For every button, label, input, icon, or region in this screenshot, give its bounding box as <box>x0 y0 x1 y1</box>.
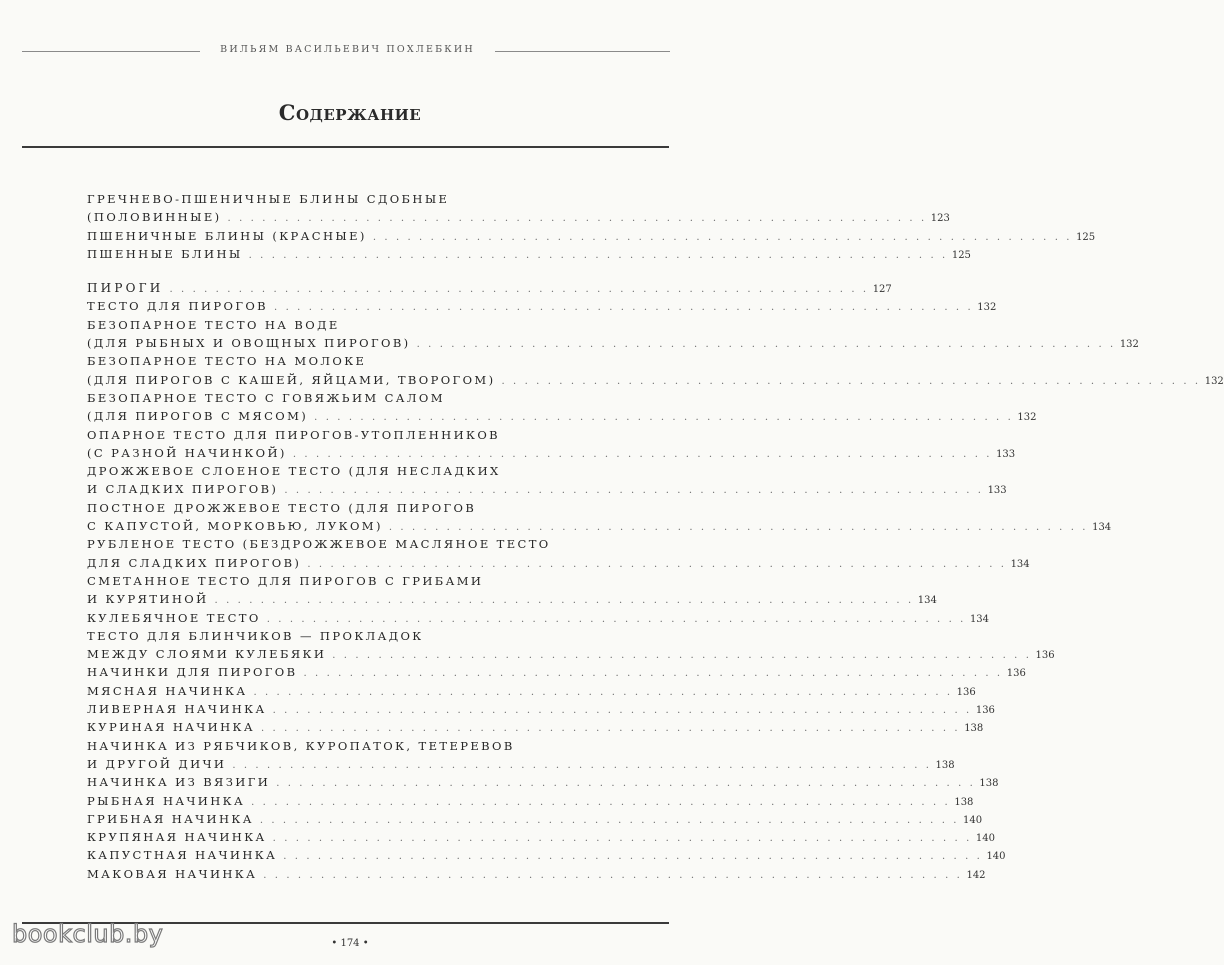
toc-dot-leader: . . . . . . . . . . . . . . . . . . . . . . . . . . . . . . . . . . . . . . . . . . . . . . . . . . . . . . . . . . . . . <box>416 339 1116 351</box>
toc-entry <box>87 462 599 480</box>
running-head: ВИЛЬЯМ ВАСИЛЬЕВИЧ ПОХЛЕБКИН <box>220 44 475 55</box>
toc-page-number: 136 <box>975 705 995 717</box>
toc-entry-label: РЫБНАЯ НАЧИНКА <box>87 793 246 808</box>
toc-gap <box>87 263 599 279</box>
toc-page-number: 134 <box>1010 558 1030 570</box>
toc-entry <box>87 572 599 590</box>
toc-dot-leader: . . . . . . . . . . . . . . . . . . . . . . . . . . . . . . . . . . . . . . . . . . . . . . . . . . . . . . . . . . . . . <box>501 375 1201 387</box>
toc-entry <box>87 755 955 773</box>
toc-entry <box>87 389 599 407</box>
toc-entry-label: ОПАРНОЕ ТЕСТО ДЛЯ ПИРОГОВ-УТОПЛЕННИКОВ <box>87 427 501 442</box>
toc-entry-label: ПИРОГИ <box>87 281 164 296</box>
toc-entry-label: БЕЗОПАРНОЕ ТЕСТО С ГОВЯЖЬИМ САЛОМ <box>87 390 445 405</box>
toc-page-number: 134 <box>917 595 937 607</box>
toc-entry <box>87 227 1096 245</box>
toc-dot-leader: . . . . . . . . . . . . . . . . . . . . . . . . . . . . . . . . . . . . . . . . . . . . . . . . . . . . . . . . . . . . . <box>303 668 1003 680</box>
toc-dot-leader: . . . . . . . . . . . . . . . . . . . . . . . . . . . . . . . . . . . . . . . . . . . . . . . . . . . . . . . . . . . . . <box>388 522 1089 534</box>
toc-section-heading <box>87 279 892 297</box>
toc-dot-leader: . . . . . . . . . . . . . . . . . . . . . . . . . . . . . . . . . . . . . . . . . . . . . . . . . . . . . . . . . . . . . <box>266 613 966 625</box>
toc-entry <box>87 645 1055 663</box>
toc-entry <box>87 426 599 444</box>
toc-page-number: 123 <box>930 213 950 225</box>
toc-entry-label: С КАПУСТОЙ, МОРКОВЬЮ, ЛУКОМ) <box>87 519 383 534</box>
toc-entry <box>87 737 599 755</box>
toc-page-number: 136 <box>956 686 976 698</box>
toc-dot-leader: . . . . . . . . . . . . . . . . . . . . . . . . . . . . . . . . . . . . . . . . . . . . . . . . . . . . . . . . . . . . . <box>253 686 953 698</box>
toc-dot-leader: . . . . . . . . . . . . . . . . . . . . . . . . . . . . . . . . . . . . . . . . . . . . . . . . . . . . . . . . . . . . . <box>232 759 932 771</box>
toc-dot-leader: . . . . . . . . . . . . . . . . . . . . . . . . . . . . . . . . . . . . . . . . . . . . . . . . . . . . . . . . . . . . . <box>274 302 974 314</box>
toc-dot-leader: . . . . . . . . . . . . . . . . . . . . . . . . . . . . . . . . . . . . . . . . . . . . . . . . . . . . . . . . . . . . . <box>307 558 1007 570</box>
toc-entry <box>87 297 997 315</box>
toc-dot-leader: . . . . . . . . . . . . . . . . . . . . . . . . . . . . . . . . . . . . . . . . . . . . . . . . . . . . . . . . . . . . . <box>276 778 976 790</box>
toc-dot-leader: . . . . . . . . . . . . . . . . . . . . . . . . . . . . . . . . . . . . . . . . . . . . . . . . . . . . . . . . . . . . . <box>260 723 961 735</box>
toc-page-number: 132 <box>977 302 997 314</box>
toc-entry-label: (ДЛЯ ПИРОГОВ С МЯСОМ) <box>87 409 309 424</box>
toc-entry-label: НАЧИНКИ ДЛЯ ПИРОГОВ <box>87 665 298 680</box>
toc-entry-label: ПШЕННЫЕ БЛИНЫ <box>87 246 243 261</box>
toc-entry <box>87 718 984 736</box>
toc-entry <box>87 480 1007 498</box>
toc-dot-leader: . . . . . . . . . . . . . . . . . . . . . . . . . . . . . . . . . . . . . . . . . . . . . . . . . . . . . . . . . . . . . <box>284 485 984 497</box>
toc-entry <box>87 208 950 226</box>
toc-entry <box>87 371 1224 389</box>
toc-page-number: 142 <box>966 869 986 881</box>
toc-entry-label: КАПУСТНАЯ НАЧИНКА <box>87 848 278 863</box>
toc-page-number: 136 <box>1006 668 1026 680</box>
toc-entry-label: МЕЖДУ СЛОЯМИ КУЛЕБЯКИ <box>87 647 327 662</box>
title-rule <box>22 146 669 148</box>
toc-entry-label: КУЛЕБЯЧНОЕ ТЕСТО <box>87 610 261 625</box>
toc-entry <box>87 590 937 608</box>
toc-entry <box>87 609 990 627</box>
toc-page-number: 140 <box>986 851 1006 863</box>
toc-dot-leader: . . . . . . . . . . . . . . . . . . . . . . . . . . . . . . . . . . . . . . . . . . . . . . . . . . . . . . . . . . . . . <box>227 213 927 225</box>
toc-page-number: 140 <box>963 814 983 826</box>
toc-entry <box>87 316 599 334</box>
toc-entry-label: БЕЗОПАРНОЕ ТЕСТО НА МОЛОКЕ <box>87 354 367 369</box>
toc-page-number: 127 <box>872 284 892 296</box>
toc-entry-label: СМЕТАННОЕ ТЕСТО ДЛЯ ПИРОГОВ С ГРИБАМИ <box>87 573 484 588</box>
toc-entry-label: ТЕСТО ДЛЯ ПИРОГОВ <box>87 299 269 314</box>
toc-page-number: 125 <box>1076 231 1096 243</box>
toc-entry-label: ТЕСТО ДЛЯ БЛИНЧИКОВ — ПРОКЛАДОК <box>87 628 424 643</box>
toc-dot-leader: . . . . . . . . . . . . . . . . . . . . . . . . . . . . . . . . . . . . . . . . . . . . . . . . . . . . . . . . . . . . . <box>372 231 1073 243</box>
toc-entry-label: ПОСТНОЕ ДРОЖЖЕВОЕ ТЕСТО (ДЛЯ ПИРОГОВ <box>87 500 477 515</box>
toc-entry-label: (ДЛЯ РЫБНЫХ И ОВОЩНЫХ ПИРОГОВ) <box>87 336 411 351</box>
toc-page-number: 134 <box>1092 522 1112 534</box>
toc-page-number: 140 <box>975 833 995 845</box>
toc-dot-leader: . . . . . . . . . . . . . . . . . . . . . . . . . . . . . . . . . . . . . . . . . . . . . . . . . . . . . . . . . . . . . <box>283 851 983 863</box>
toc-entry-label: ДРОЖЖЕВОЕ СЛОЕНОЕ ТЕСТО (ДЛЯ НЕСЛАДКИХ <box>87 464 501 479</box>
toc-dot-leader: . . . . . . . . . . . . . . . . . . . . . . . . . . . . . . . . . . . . . . . . . . . . . . . . . . . . . . . . . . . . . <box>169 284 869 296</box>
toc-entry <box>87 682 976 700</box>
toc-entry-label: И КУРЯТИНОЙ <box>87 592 209 607</box>
toc-entry-label: (ДЛЯ ПИРОГОВ С КАШЕЙ, ЯЙЦАМИ, ТВОРОГОМ) <box>87 372 496 387</box>
toc-entry-label: НАЧИНКА ИЗ РЯБЧИКОВ, КУРОПАТОК, ТЕТЕРЕВОВ <box>87 738 515 753</box>
toc-entry-label: БЕЗОПАРНОЕ ТЕСТО НА ВОДЕ <box>87 317 340 332</box>
watermark-logo: bookclub.by <box>12 920 164 948</box>
header-rule-right <box>495 51 670 52</box>
toc-page-number: 138 <box>964 723 984 735</box>
table-of-contents <box>87 190 1224 883</box>
toc-dot-leader: . . . . . . . . . . . . . . . . . . . . . . . . . . . . . . . . . . . . . . . . . . . . . . . . . . . . . . . . . . . . . <box>263 869 963 881</box>
toc-page-number: 138 <box>954 796 974 808</box>
toc-entry <box>87 663 1026 681</box>
toc-entry <box>87 554 1030 572</box>
toc-dot-leader: . . . . . . . . . . . . . . . . . . . . . . . . . . . . . . . . . . . . . . . . . . . . . . . . . . . . . . . . . . . . . <box>259 814 960 826</box>
toc-entry <box>87 700 995 718</box>
toc-page-number: 138 <box>979 778 999 790</box>
toc-entry <box>87 334 1139 352</box>
toc-entry-label: КРУПЯНАЯ НАЧИНКА <box>87 830 267 845</box>
toc-dot-leader: . . . . . . . . . . . . . . . . . . . . . . . . . . . . . . . . . . . . . . . . . . . . . . . . . . . . . . . . . . . . . <box>248 249 948 261</box>
toc-page-number: 136 <box>1035 650 1055 662</box>
toc-dot-leader: . . . . . . . . . . . . . . . . . . . . . . . . . . . . . . . . . . . . . . . . . . . . . . . . . . . . . . . . . . . . . <box>332 650 1032 662</box>
toc-entry-label: (С РАЗНОЙ НАЧИНКОЙ) <box>87 445 287 460</box>
toc-entry <box>87 517 1112 535</box>
toc-dot-leader: . . . . . . . . . . . . . . . . . . . . . . . . . . . . . . . . . . . . . . . . . . . . . . . . . . . . . . . . . . . . . <box>214 595 914 607</box>
toc-page-number: 132 <box>1204 375 1224 387</box>
page-title: Содержание <box>278 100 422 125</box>
toc-entry-label: ГРЕЧНЕВО-ПШЕНИЧНЫЕ БЛИНЫ СДОБНЫЕ <box>87 192 450 206</box>
toc-page-number: 138 <box>935 759 955 771</box>
toc-entry-label: И ДРУГОЙ ДИЧИ <box>87 756 227 771</box>
toc-page-number: 134 <box>969 613 990 625</box>
toc-entry <box>87 627 599 645</box>
toc-entry <box>87 245 971 263</box>
toc-entry <box>87 865 986 883</box>
toc-entry <box>87 828 995 846</box>
toc-entry-label: ЛИВЕРНАЯ НАЧИНКА <box>87 702 267 717</box>
toc-entry-label: И СЛАДКИХ ПИРОГОВ) <box>87 482 279 497</box>
page-number: • 174 • <box>331 938 369 949</box>
toc-entry <box>87 444 1016 462</box>
toc-entry-label: МАКОВАЯ НАЧИНКА <box>87 866 258 881</box>
toc-entry <box>87 810 983 828</box>
toc-entry-label: ПШЕНИЧНЫЕ БЛИНЫ (КРАСНЫЕ) <box>87 228 367 243</box>
toc-entry <box>87 773 999 791</box>
toc-page-number: 132 <box>1119 339 1139 351</box>
toc-entry-label: ГРИБНАЯ НАЧИНКА <box>87 811 254 826</box>
toc-page-number: 133 <box>996 448 1016 460</box>
toc-entry <box>87 352 599 370</box>
toc-entry-label: НАЧИНКА ИЗ ВЯЗИГИ <box>87 775 271 790</box>
toc-dot-leader: . . . . . . . . . . . . . . . . . . . . . . . . . . . . . . . . . . . . . . . . . . . . . . . . . . . . . . . . . . . . . <box>251 796 951 808</box>
toc-entry-label: (ПОЛОВИННЫЕ) <box>87 210 222 225</box>
toc-entry <box>87 499 599 517</box>
toc-entry <box>87 792 974 810</box>
toc-page-number: 133 <box>987 485 1007 497</box>
toc-entry <box>87 535 599 553</box>
toc-entry-label: МЯСНАЯ НАЧИНКА <box>87 683 248 698</box>
toc-page-number: 125 <box>951 249 971 261</box>
toc-dot-leader: . . . . . . . . . . . . . . . . . . . . . . . . . . . . . . . . . . . . . . . . . . . . . . . . . . . . . . . . . . . . . <box>272 833 972 845</box>
toc-entry <box>87 190 599 208</box>
toc-entry <box>87 846 1006 864</box>
toc-entry-label: ДЛЯ СЛАДКИХ ПИРОГОВ) <box>87 555 302 570</box>
header-rule-left <box>22 51 200 52</box>
toc-entry-label: КУРИНАЯ НАЧИНКА <box>87 720 255 735</box>
toc-dot-leader: . . . . . . . . . . . . . . . . . . . . . . . . . . . . . . . . . . . . . . . . . . . . . . . . . . . . . . . . . . . . . <box>272 705 972 717</box>
toc-dot-leader: . . . . . . . . . . . . . . . . . . . . . . . . . . . . . . . . . . . . . . . . . . . . . . . . . . . . . . . . . . . . . <box>314 412 1014 424</box>
toc-entry <box>87 407 1037 425</box>
toc-entry-label: РУБЛЕНОЕ ТЕСТО (БЕЗДРОЖЖЕВОЕ МАСЛЯНОЕ ТЕСТО <box>87 537 551 552</box>
toc-dot-leader: . . . . . . . . . . . . . . . . . . . . . . . . . . . . . . . . . . . . . . . . . . . . . . . . . . . . . . . . . . . . . <box>292 448 993 460</box>
toc-page-number: 132 <box>1017 412 1037 424</box>
